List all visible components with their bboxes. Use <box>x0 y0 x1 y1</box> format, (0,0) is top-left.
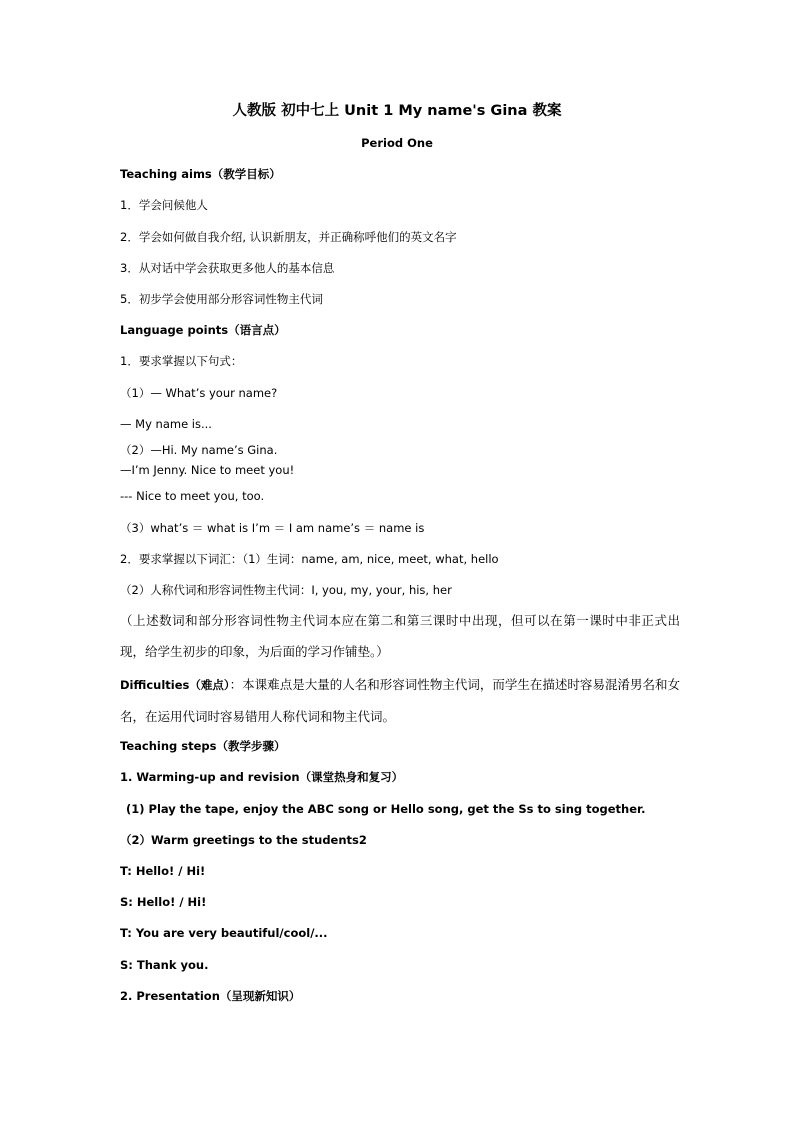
step-item: (1) Play the tape, enjoy the ABC song or Hello song, get the Ss to sing together. <box>126 802 646 816</box>
dialogue-line: （1）— What’s your name? <box>120 386 278 400</box>
aim-item: 3．从对话中学会获取更多他人的基本信息 <box>120 261 335 275</box>
dialogue-line: S: Hello! / Hi! <box>120 895 207 909</box>
heading-teaching-steps: Teaching steps（教学步骤） <box>120 739 286 753</box>
contraction-line: （3）what’s ＝ what is I’m ＝ I am name’s ＝ name is <box>120 521 425 535</box>
note-paragraph: （上述数词和部分形容词性物主代词本应在第二和第三课时中出现，但可以在第一课时中非正式出现，给学生初步的印象，为后面的学习作铺垫。） <box>120 613 680 659</box>
dialogue-line: T: Hello! / Hi! <box>120 864 206 878</box>
difficulties-text: ：本课难点是大量的人名和形容词性物主代词，而学生在描述时容易混淆男名和女名，在运用代词时容易错用人称代词和物主代词。 <box>120 677 680 724</box>
document-subtitle: Period One <box>361 136 433 150</box>
vocabulary-line: 2．要求掌握以下词汇：（1）生词：name, am, nice, meet, what, hello <box>120 552 499 566</box>
dialogue-line: —I’m Jenny. Nice to meet you! <box>120 463 295 477</box>
dialogue-line: S: Thank you. <box>120 958 209 972</box>
document-title: 人教版 初中七上 Unit 1 My name's Gina 教案 <box>232 103 562 119</box>
step-heading: 1. Warming-up and revision（课堂热身和复习） <box>120 770 404 784</box>
difficulties-paragraph <box>120 669 680 731</box>
heading-language-points: Language points（语言点） <box>120 323 286 337</box>
difficulties-label: Difficulties（难点） <box>120 678 230 692</box>
aim-item: 1．学会问候他人 <box>120 198 208 212</box>
aim-item: 5．初步学会使用部分形容词性物主代词 <box>120 292 323 306</box>
step-heading: 2. Presentation（呈现新知识） <box>120 989 301 1003</box>
step-item: （2）Warm greetings to the students2 <box>120 833 367 847</box>
dialogue-line: --- Nice to meet you, too. <box>120 489 265 503</box>
dialogue-line: — My name is... <box>120 417 212 431</box>
language-point-item: 1．要求掌握以下句式： <box>120 354 243 368</box>
dialogue-line: T: You are very beautiful/cool/... <box>120 926 328 940</box>
pronoun-line: （2）人称代词和形容词性物主代词：I, you, my, your, his, her <box>120 583 452 597</box>
dialogue-line: （2）—Hi. My name’s Gina. <box>120 443 278 457</box>
aim-item: 2．学会如何做自我介绍, 认识新朋友，并正确称呼他们的英文名字 <box>120 230 457 244</box>
heading-teaching-aims: Teaching aims（教学目标） <box>120 167 281 181</box>
